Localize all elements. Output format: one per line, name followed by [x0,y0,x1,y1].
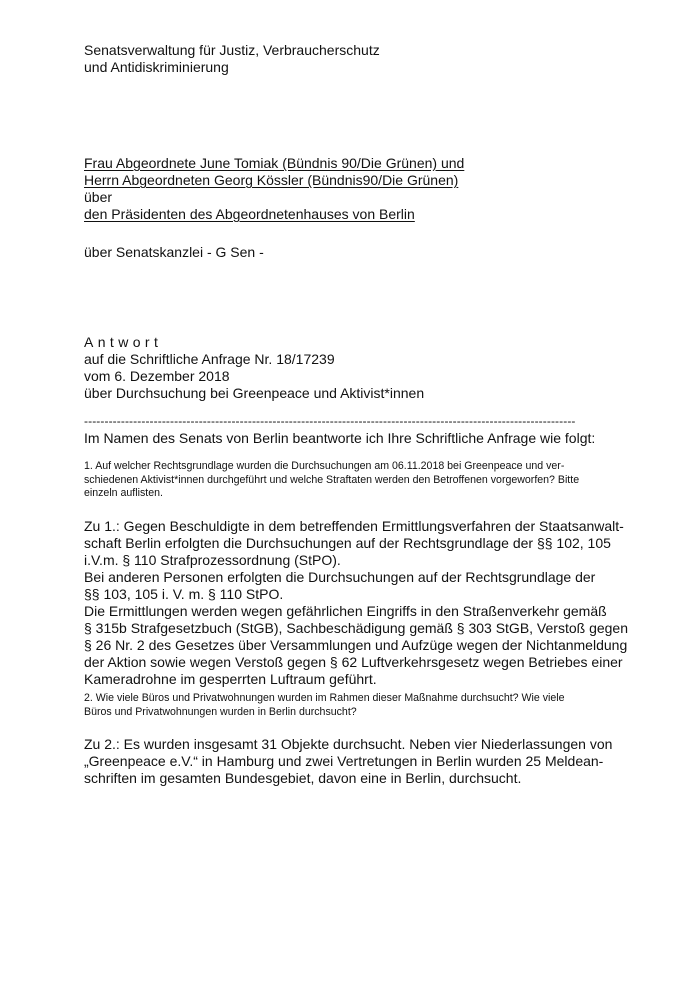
sender-line: Senatsverwaltung für Justiz, Verbraucherschutz [84,42,380,58]
sender-block [84,42,380,76]
via-line [84,244,264,261]
answer-title: Antwort [84,334,163,350]
answer-line: Zu 2.: Es wurden insgesamt 31 Objekte durchsucht. Neben vier Niederlassungen von [84,736,613,752]
inquiry-number: auf die Schriftliche Anfrage Nr. 18/17239 [84,351,335,367]
answer-line: Kameradrohne im gesperrten Luftraum geführt. [84,671,377,687]
inquiry-date: vom 6. Dezember 2018 [84,368,230,384]
answer-line: Zu 1.: Gegen Beschuldigte in dem betreffenden Ermittlungsverfahren der Staatsanwalt- [84,518,624,534]
answer-line: § 26 Nr. 2 des Gesetzes über Versammlungen und Aufzüge wegen der Nichtanmeldung [84,637,628,653]
answer-line: § 315b Strafgesetzbuch (StGB), Sachbeschädigung gemäß § 303 StGB, Verstoß gegen [84,620,628,636]
answer-header [84,334,424,402]
separator-line: ------------------------------------------------------------------------------------------------------------------------ [84,414,576,428]
answer-line: Bei anderen Personen erfolgten die Durchsuchungen auf der Rechtsgrundlage der [84,569,596,585]
answer-line: i.V.m. § 110 Strafprozessordnung (StPO). [84,552,341,568]
answer-line: §§ 103, 105 i. V. m. § 110 StPO. [84,586,284,602]
question-line: schiedenen Aktivist*innen durchgeführt und welche Straftaten werden den Betroffenen vorgeworfen? Bitte [84,473,580,486]
question-line: einzeln auflisten. [84,487,163,499]
answer-line: schaft Berlin erfolgten die Durchsuchungen auf der Rechtsgrundlage der §§ 102, 105 [84,535,611,551]
question-line: 2. Wie viele Büros und Privatwohnungen wurden im Rahmen dieser Maßnahme durchsucht? Wie viele [84,692,565,704]
addressee-block [84,155,464,223]
sender-line: und Antidiskriminierung [84,59,229,75]
addressee-line: Frau Abgeordnete June Tomiak (Bündnis 90/Die Grünen) und [84,155,465,171]
answer-line: der Aktion sowie wegen Verstoß gegen § 62 Luftverkehrsgesetz wegen Betriebes einer [84,654,623,670]
question-line: Büros und Privatwohnungen wurden in Berlin durchsucht? [84,705,357,718]
addressee-line: Herrn Abgeordneten Georg Kössler (Bündnis90/Die Grünen) [84,172,459,188]
intro-text: Im Namen des Senats von Berlin beantworte ich Ihre Schriftliche Anfrage wie folgt: [84,430,596,446]
addressee-line: über [84,189,113,205]
answer-line: Die Ermittlungen werden wegen gefährlichen Eingriffs in den Straßenverkehr gemäß [84,603,607,619]
answer-2 [84,736,612,787]
inquiry-subject: über Durchsuchung bei Greenpeace und Aktivist*innen [84,385,425,401]
question-2 [84,692,565,719]
answer-line: „Greenpeace e.V.“ in Hamburg und zwei Vertretungen in Berlin wurden 25 Meldean- [84,753,604,769]
answer-line: schriften im gesamten Bundesgebiet, davon eine in Berlin, durchsucht. [84,770,522,786]
question-line: 1. Auf welcher Rechtsgrundlage wurden die Durchsuchungen am 06.11.2018 bei Greenpeace und ver- [84,460,565,472]
intro-line [84,430,595,447]
addressee-line: den Präsidenten des Abgeordnetenhauses von Berlin [84,206,415,222]
answer-1 [84,518,628,688]
via-text: über Senatskanzlei - G Sen - [84,244,264,260]
question-1 [84,460,579,501]
